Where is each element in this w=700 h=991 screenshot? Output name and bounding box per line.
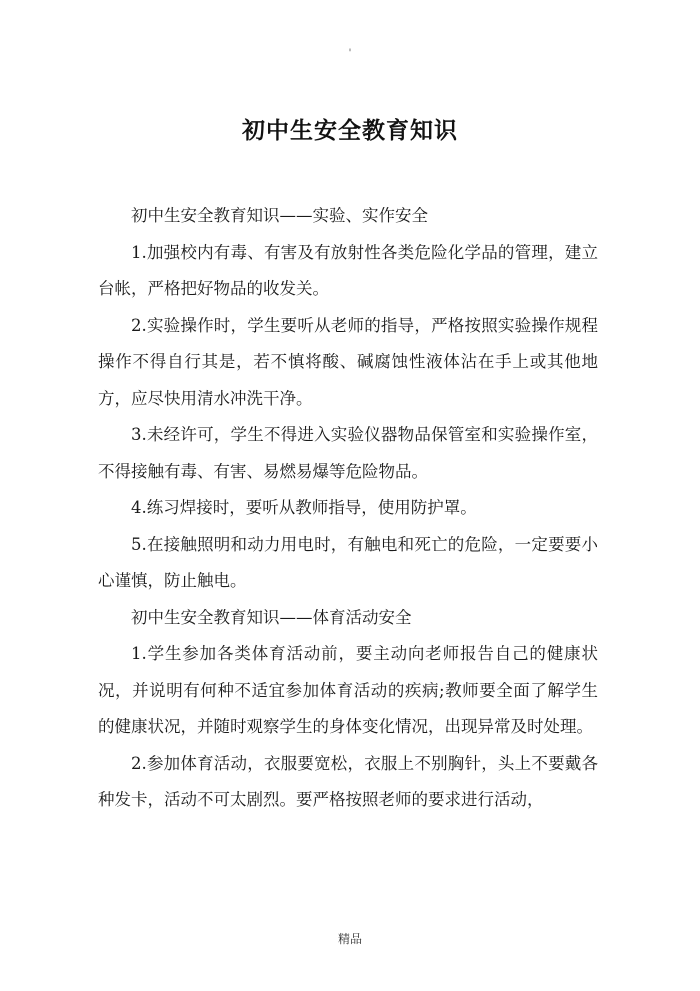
page-title: 初中生安全教育知识 — [242, 118, 458, 144]
section-heading: 初中生安全教育知识——体育活动安全 — [131, 607, 412, 627]
paragraph: 1.学生参加各类体育活动前，要主动向老师报告自己的健康状况，并说明有何种不适宜参加体育活动的疾病;教师要全面了解学生的健康状况，并随时观察学生的身体变化情况，出现异常及时处理。 — [98, 644, 598, 736]
paragraph: 1.加强校内有毒、有害及有放射性各类危险化学品的管理，建立台帐，严格把好物品的收发关。 — [98, 242, 598, 298]
paragraph: 5.在接触照明和动力用电时，有触电和死亡的危险，一定要要小心谨慎，防止触电。 — [98, 534, 598, 590]
top-mark: ' — [348, 48, 352, 59]
section-heading: 初中生安全教育知识——实验、实作安全 — [131, 206, 428, 225]
document-body — [98, 198, 598, 819]
paragraph: 4.练习焊接时，要听从教师指导，使用防护罩。 — [131, 498, 477, 517]
paragraph: 2.参加体育活动，衣服要宽松，衣服上不别胸针，头上不要戴各种发卡，活动不可太剧烈。要严格按照老师的要求进行活动， — [98, 753, 598, 809]
page-footer: 精品 — [337, 932, 362, 946]
paragraph: 2.实验操作时，学生要听从老师的指导，严格按照实验操作规程操作不得自行其是，若不慎将酸、碱腐蚀性液体沾在手上或其他地方，应尽快用清水冲洗干净。 — [98, 315, 598, 408]
paragraph: 3.未经许可，学生不得进入实验仪器物品保管室和实验操作室，不得接触有毒、有害、易燃易爆等危险物品。 — [98, 425, 598, 481]
